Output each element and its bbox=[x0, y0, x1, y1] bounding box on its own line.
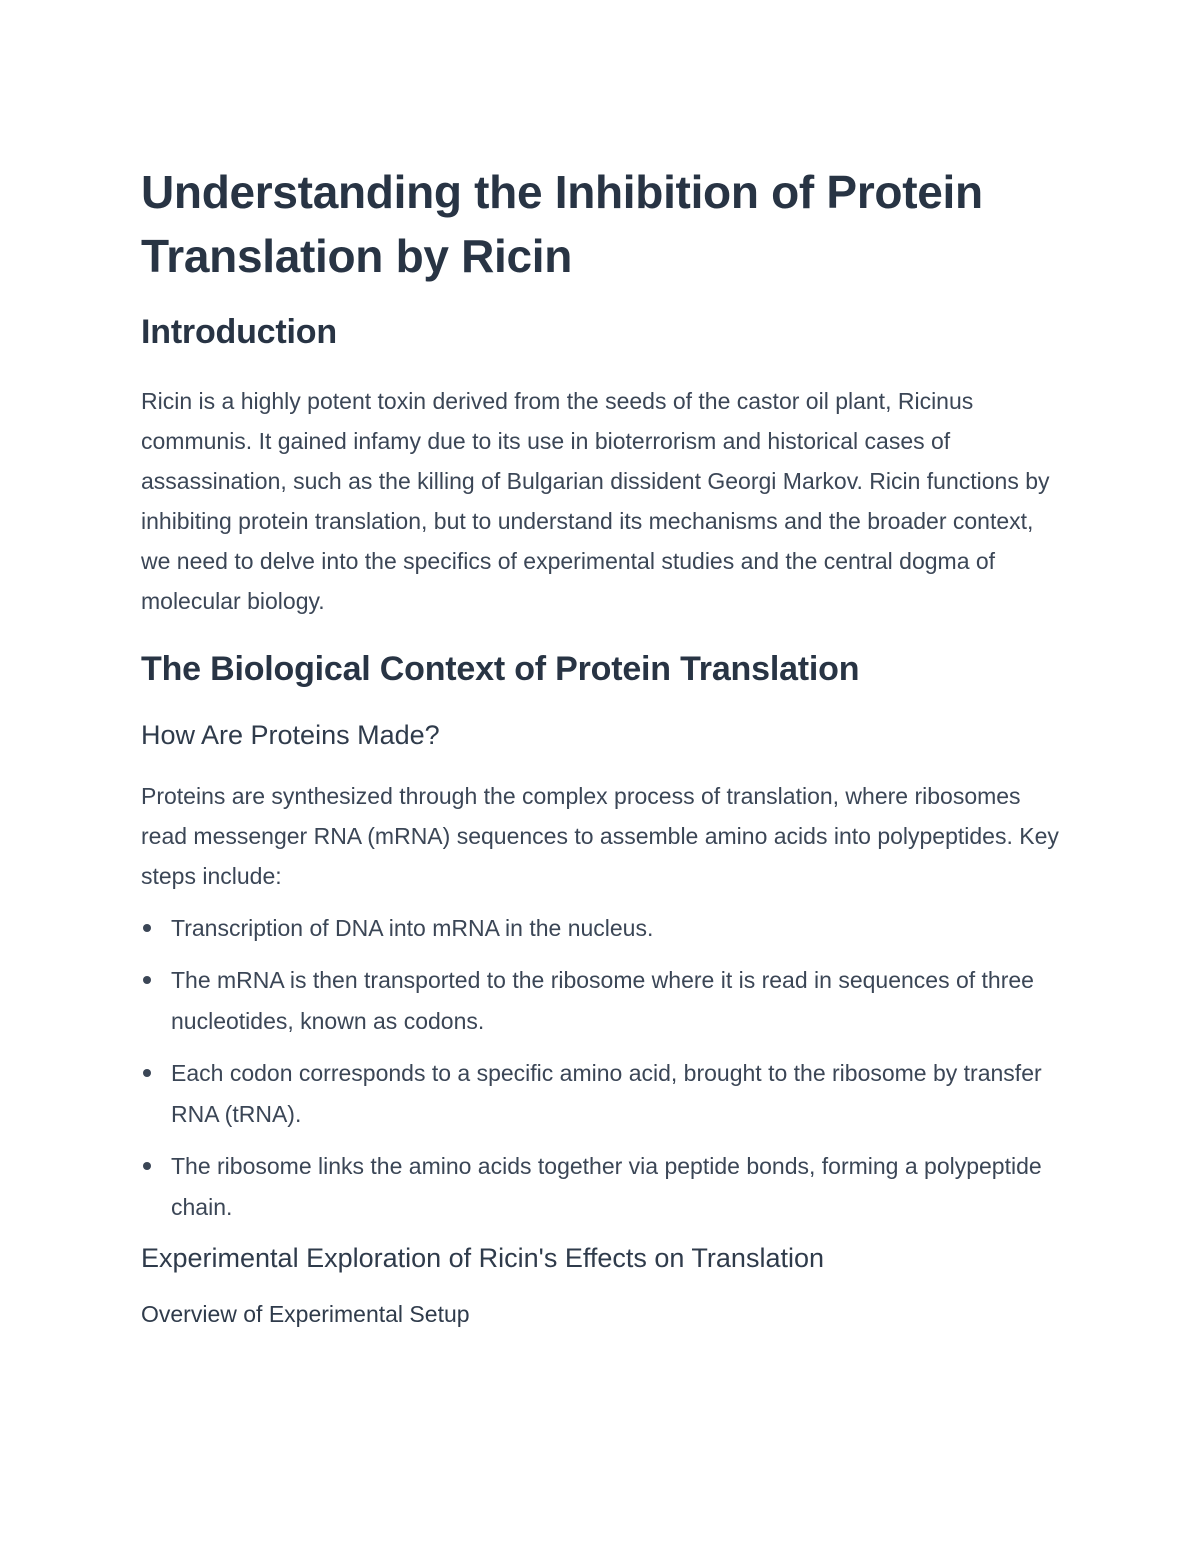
document-page bbox=[141, 160, 1061, 1330]
translation-paragraph: Proteins are synthesized through the complex process of translation, where ribosomes read messenger RNA (mRNA) sequences to assemble amino acids into polypeptides. Key steps include: bbox=[141, 783, 1059, 889]
list-item bbox=[141, 1146, 1061, 1228]
document-title: Understanding the Inhibition of Protein Translation by Ricin bbox=[141, 166, 983, 282]
list-item bbox=[141, 908, 1061, 949]
biological-context-heading: The Biological Context of Protein Translation bbox=[141, 650, 860, 688]
list-item bbox=[141, 960, 1061, 1042]
introduction-heading: Introduction bbox=[141, 313, 337, 351]
list-item-text: The ribosome links the amino acids together via peptide bonds, forming a polypeptide chain. bbox=[171, 1153, 1042, 1220]
translation-steps-list bbox=[141, 908, 1061, 1228]
list-item-text: Each codon corresponds to a specific amino acid, brought to the ribosome by transfer RNA (tRNA). bbox=[171, 1060, 1042, 1127]
introduction-paragraph: Ricin is a highly potent toxin derived from the seeds of the castor oil plant, Ricinus communis. It gained infamy due to its use in bioterrorism and historical cases of assassination, such as the killing of Bulgarian dissident Georgi Markov. Ricin functions by inhibiting protein translation, but to understand its mechanisms and the broader context, we need to delve into the specifics of experimental studies and the central dogma of molecular biology. bbox=[141, 388, 1050, 614]
list-item-text: Transcription of DNA into mRNA in the nucleus. bbox=[171, 915, 654, 941]
list-item bbox=[141, 1053, 1061, 1135]
list-item-text: The mRNA is then transported to the ribosome where it is read in sequences of three nucleotides, known as codons. bbox=[171, 967, 1034, 1034]
bullet-icon bbox=[143, 1069, 151, 1077]
experimental-exploration-heading: Experimental Exploration of Ricin's Effects on Translation bbox=[141, 1243, 824, 1273]
bullet-icon bbox=[143, 976, 151, 984]
bullet-icon bbox=[143, 1162, 151, 1170]
experimental-setup-heading: Overview of Experimental Setup bbox=[141, 1301, 470, 1327]
how-proteins-made-heading: How Are Proteins Made? bbox=[141, 720, 440, 750]
bullet-icon bbox=[143, 924, 151, 932]
